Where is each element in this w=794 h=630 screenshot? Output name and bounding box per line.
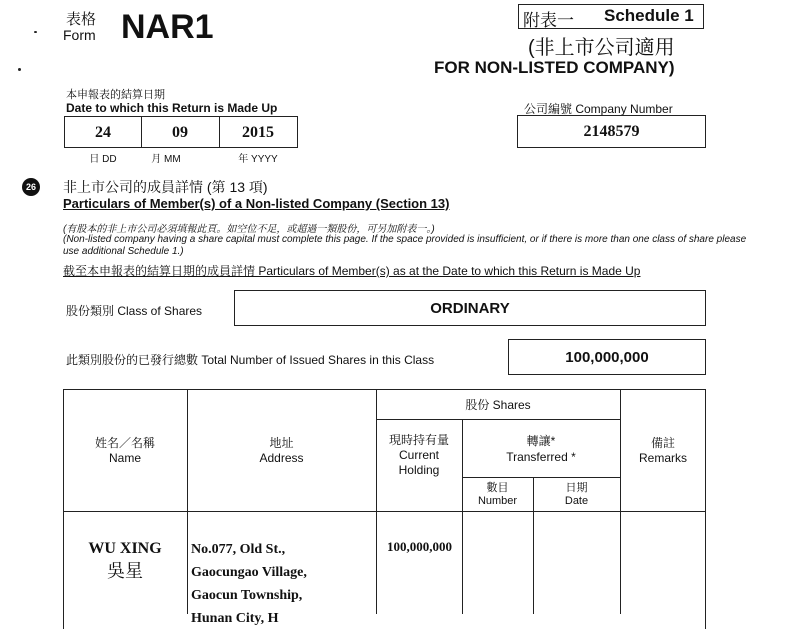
col-transferred-zh: 轉讓*: [526, 434, 556, 448]
address-line: Hunan City, H: [191, 611, 279, 626]
member-name-zh: 吳星: [107, 561, 143, 581]
col-remarks-en: Remarks: [638, 451, 687, 465]
return-date-month: 09: [172, 124, 188, 141]
table-divider: [462, 477, 620, 478]
col-number-en: Number: [477, 495, 518, 507]
year-label: 年 YYYY: [238, 154, 278, 165]
return-date-year: 2015: [242, 124, 274, 141]
table-row: [63, 538, 187, 582]
col-date-en: Date: [564, 495, 589, 507]
company-number-label: 公司編號 Company Number: [524, 102, 673, 116]
nonlisted-label-zh: (非上市公司適用: [528, 37, 675, 59]
address-line: Gaocungao Village,: [191, 565, 307, 580]
col-name-zh: 姓名／名稱: [94, 436, 155, 450]
table-divider: [376, 389, 377, 614]
member-holding: 100,000,000: [387, 539, 452, 554]
col-transferred-en: Transferred *: [506, 450, 576, 464]
col-remarks-zh: 備註: [650, 436, 675, 450]
margin-mark: [34, 31, 37, 33]
section-title-en: Particulars of Member(s) of a Non-listed Company (Section 13): [63, 196, 450, 211]
table-divider: [187, 389, 188, 614]
col-name-en: Name: [108, 451, 141, 465]
total-shares-value: 100,000,000: [565, 349, 649, 366]
form-label-en: Form: [63, 27, 96, 43]
col-current-zh: 現時持有量: [388, 433, 449, 447]
table-divider: [63, 511, 706, 512]
col-date-zh: 日期: [565, 482, 588, 494]
col-address-zh: 地址: [269, 436, 294, 450]
month-label: 月 MM: [151, 154, 181, 165]
return-date-label-en: Date to which this Return is Made Up: [66, 101, 278, 115]
address-line: No.077, Old St.,: [191, 542, 286, 557]
day-label: 日 DD: [89, 154, 117, 165]
schedule-label-zh: 附表一: [523, 11, 574, 30]
company-number-value: 2148579: [583, 123, 640, 140]
section-number-badge: 26: [22, 178, 40, 196]
col-current-en1: Current: [398, 448, 439, 462]
col-address-en: Address: [259, 451, 304, 465]
members-table: [63, 389, 706, 629]
table-divider: [376, 419, 620, 420]
col-shares: 股份 Shares: [465, 398, 531, 412]
col-current-en2: Holding: [398, 463, 440, 477]
schedule-label-en: Schedule 1: [604, 6, 694, 25]
form-code: NAR1: [121, 8, 214, 46]
col-number-zh: 數目: [486, 482, 509, 494]
section-note-en: (Non-listed company having a share capital must complete this page. If the space provided is insufficient, or if there is more than one class of share please use additional Schedule 1.): [63, 234, 747, 257]
return-date-day: 24: [95, 124, 111, 141]
member-address: [191, 538, 307, 630]
address-line: Gaocun Township,: [191, 588, 303, 603]
table-divider: [620, 389, 621, 614]
return-date-label-zh: 本申報表的結算日期: [66, 89, 165, 101]
member-name-en: WU XING: [88, 540, 162, 557]
form-label-zh: 表格: [66, 11, 97, 28]
margin-mark: [18, 68, 21, 71]
class-of-shares-value: ORDINARY: [430, 300, 510, 317]
table-divider: [462, 419, 463, 614]
nonlisted-label-en: FOR NON-LISTED COMPANY): [434, 58, 675, 77]
section-title-zh: 非上市公司的成員詳情 (第 13 項): [63, 179, 268, 195]
section-note-zh: (有股本的非上市公司必須填報此頁。如空位不足，或超過一類股份，可另加附表一。): [63, 224, 435, 235]
class-of-shares-label: 股份類別 Class of Shares: [66, 304, 203, 318]
particulars-subtitle: 截至本申報表的結算日期的成員詳情 Particulars of Member(s) as at the Date to which this Return is Made Up: [63, 264, 641, 278]
total-shares-label: 此類別股份的已發行總數 Total Number of Issued Shares in this Class: [66, 353, 435, 367]
